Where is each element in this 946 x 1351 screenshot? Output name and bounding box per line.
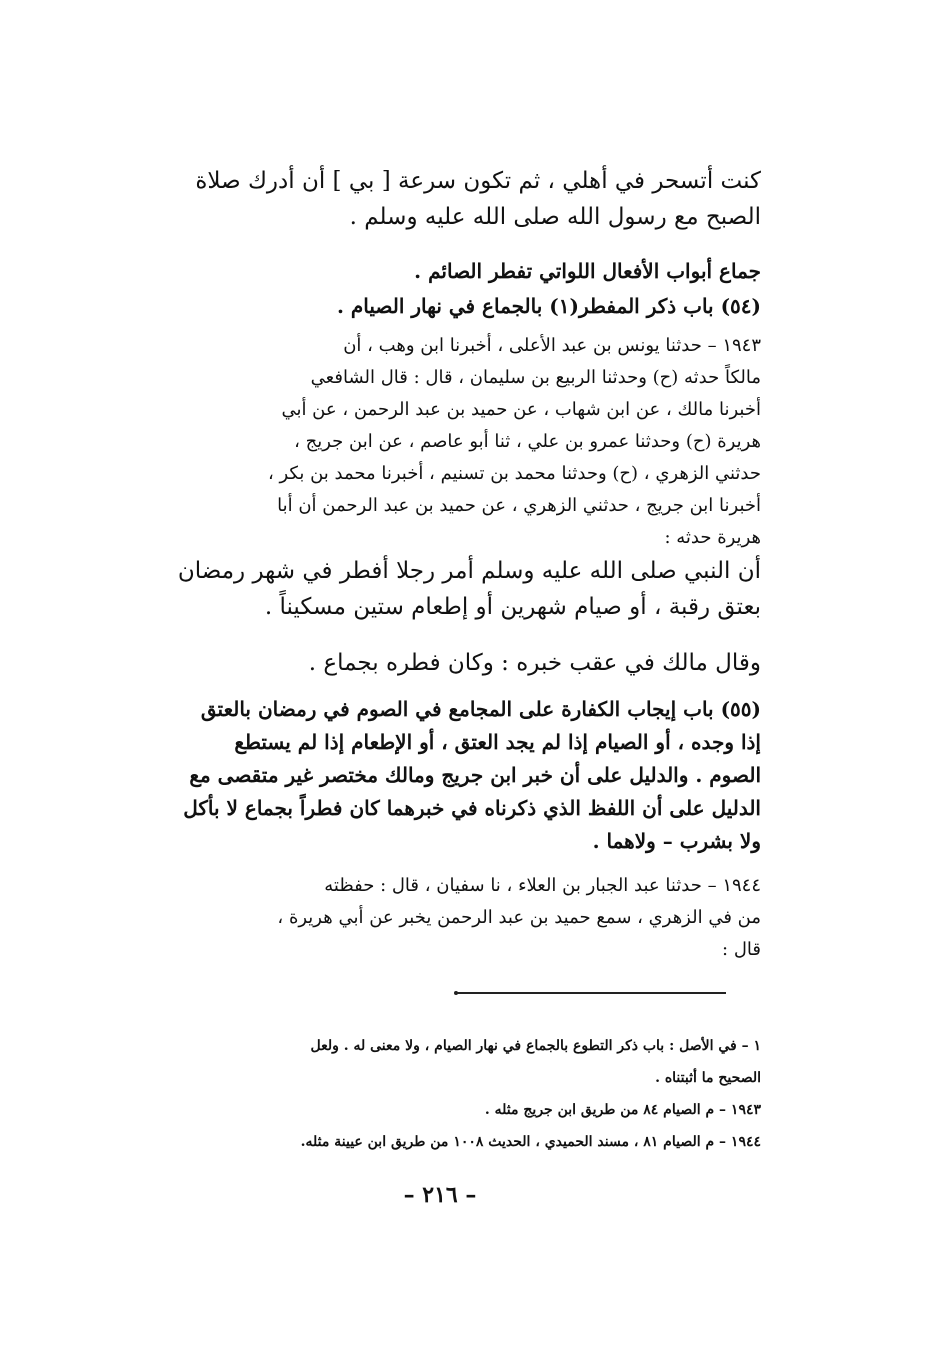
text-line: قال : xyxy=(722,939,761,960)
divider-dot xyxy=(454,991,458,995)
footnote-line: ١ – في الأصل : باب ذكر التطوع بالجماع في نهار الصيام ، ولا معنى له . ولعل xyxy=(310,1038,761,1054)
text-line: أخبرنا ابن جريج ، حدثني الزهري ، عن حميد بن عبد الرحمن أن أبا xyxy=(277,495,761,516)
footnote-divider xyxy=(455,992,726,994)
isnad-1943 xyxy=(115,330,761,554)
text-line: أن النبي صلى الله عليه وسلم أمر رجلا أفطر في شهر رمضان xyxy=(177,558,761,584)
text-line: ١٩٤٤ – حدثنا عبد الجبار بن العلاء ، نا سفيان ، قال : حفظته xyxy=(324,875,761,896)
text-line: هريرة (ح) وحدثنا عمرو بن علي ، ثنا أبو عاصم ، عن ابن جريج ، xyxy=(294,431,761,452)
text-line: بعتق رقبة ، أو صيام شهرين أو إطعام ستين مسكيناً . xyxy=(264,594,761,620)
text-line: (٥٥) باب إيجاب الكفارة على المجامع في الصوم في رمضان بالعتق xyxy=(200,697,761,721)
text-line: حدثني الزهري ، (ح) وحدثنا محمد بن تسنيم ، أخبرنا محمد بن بكر ، xyxy=(267,463,761,484)
text-line: أخبرنا مالك ، عن ابن شهاب ، عن حميد بن عبد الرحمن ، عن أبي xyxy=(281,399,761,420)
page-number: – ٢١٦ – xyxy=(403,1182,477,1208)
text-line: إذا وجده ، أو الصيام إذا لم يجد العتق ، أو الإطعام إذا لم يستطع xyxy=(234,730,761,754)
chapter-heading-54: (٥٤) باب ذكر المفطر(١) بالجماع في نهار الصيام . xyxy=(336,294,761,318)
matn-1943 xyxy=(115,553,761,625)
section-group-heading: جماع أبواب الأفعال اللواتي تفطر الصائم . xyxy=(414,259,761,283)
text-line: كنت أتسحر في أهلي ، ثم تكون سرعة [ بي ] أن أدرك صلاة xyxy=(195,168,761,194)
text-line: هريرة حدثه : xyxy=(664,527,761,548)
footnotes xyxy=(115,1030,761,1158)
intro-paragraph xyxy=(115,163,761,235)
text-line: الصوم . والدليل على أن خبر ابن جريج ومالك مختصر غير متقصى مع xyxy=(189,763,761,787)
footnote-line: ١٩٤٤ – م الصيام ٨١ ، مسند الحميدي ، الحديث ١٠٠٨ من طريق ابن عيينة مثله. xyxy=(300,1134,761,1150)
isnad-1944 xyxy=(115,870,761,966)
chapter-heading-55 xyxy=(115,693,761,858)
malik-note: وقال مالك في عقب خبره : وكان فطره بجماع . xyxy=(308,650,761,676)
text-line: الصبح مع رسول الله صلى الله عليه وسلم . xyxy=(349,204,761,230)
text-line: مالكاً حدثه (ح) وحدثنا الربيع بن سليمان ، قال : قال الشافعي xyxy=(310,367,761,388)
text-line: الدليل على أن اللفظ الذي ذكرناه في خبرهما كان فطراً بجماع لا بأكل xyxy=(183,796,761,820)
footnote-line: الصحيح ما أثبتناه . xyxy=(655,1070,761,1086)
text-line: ولا بشرب – ولاهما . xyxy=(592,829,761,853)
footnote-line: ١٩٤٣ – م الصيام ٨٤ من طريق ابن جريج مثله . xyxy=(484,1102,761,1118)
text-line: ١٩٤٣ – حدثنا يونس بن عبد الأعلى ، أخبرنا ابن وهب ، أن xyxy=(343,335,761,356)
text-line: من في الزهري ، سمع حميد بن عبد الرحمن يخبر عن أبي هريرة ، xyxy=(277,907,761,928)
